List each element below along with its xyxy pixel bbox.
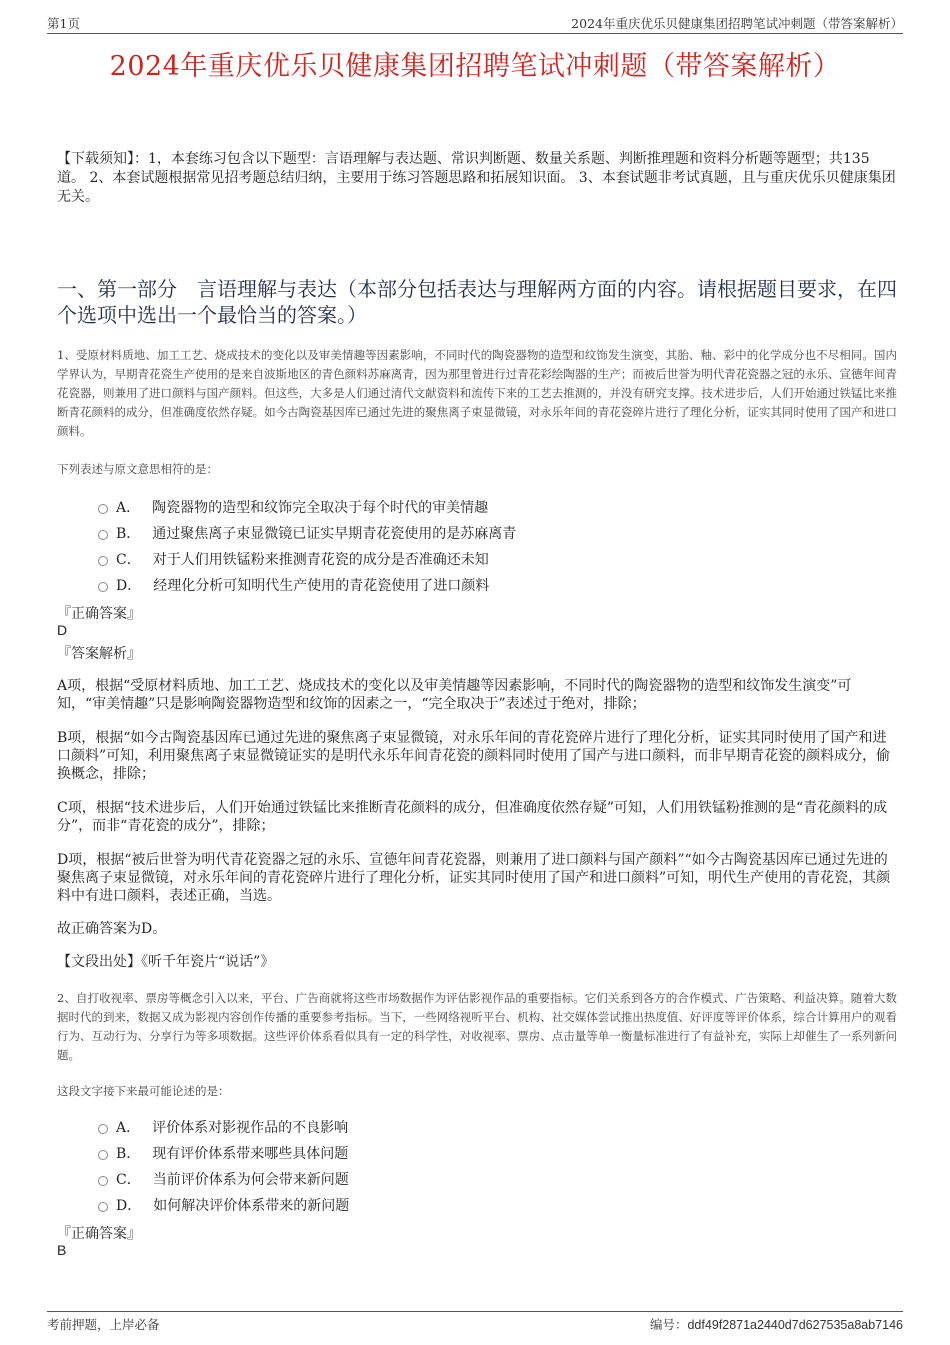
section-title: 一、第一部分 言语理解与表达（本部分包括表达与理解两方面的内容。请根据题目要求，在四个选项中选出一个最恰当的答案。）: [57, 277, 897, 327]
question-1-stem: 1、受原材料质地、加工工艺、烧成技术的变化以及审美情趣等因素影响，不同时代的陶瓷器物的造型和纹饰发生演变，其胎、釉、彩中的化学成分也不尽相同。国内学界认为，早期青花瓷生产使用的是来自波斯地区的青色颜料苏麻离青，因为那里曾进行过青花彩绘陶器的生产；而被后世誉为明代青花瓷器之冠的永乐、宣德年间青花瓷器，则兼用了进口颜料与国产颜料。但这些，大多是人们通过清代文献资料和流传下来的工艺去推测的，并没有研究支撑。技术进步后，人们开始通过铁锰比来推断青花颜料的成分，但准确度依然存疑。如今古陶瓷基因库已通过先进的聚焦离子束显微镜，对永乐年间的青花瓷碎片进行了理化分析，证实其同时使用了国产和进口颜料。: [57, 348, 897, 438]
question-1-option-a[interactable]: A． 陶瓷器物的造型和纹饰完全取决于每个时代的审美情趣: [98, 497, 488, 517]
question-2-option-b[interactable]: B． 现有评价体系带来哪些具体问题: [98, 1143, 348, 1163]
question-1-source: 【文段出处】《听千年瓷片“说话”》: [57, 954, 275, 970]
question-2-answer: B: [57, 1242, 67, 1258]
question-1-option-d[interactable]: D． 经理化分析可知明代生产使用的青花瓷使用了进口颜料: [98, 575, 489, 595]
question-1-analysis-c: C项，根据“技术进步后，人们开始通过铁锰比来推断青花颜料的成分，但准确度依然存疑”可知，人们用铁锰粉推测的是“青花颜料的成分”，而非“青花瓷的成分”，排除；: [57, 800, 888, 834]
download-notice: 【下载须知】：1，本套练习包含以下题型：言语理解与表达题、常识判断题、数量关系题、判断推理题和资料分析题等题型；共135道。 2、本套试题根据常见招考题总结归纳，主要用于练习答题思路和拓展知识面。 3、本套试题非考试真题，且与重庆优乐贝健康集团无关。: [57, 151, 896, 205]
question-1-analysis-a: A项，根据“受原材料质地、加工工艺、烧成技术的变化以及审美情趣等因素影响，不同时代的陶瓷器物的造型和纹饰发生演变”可知，“审美情趣”只是影响陶瓷器物造型和纹饰的因素之一，“完全取决于”表述过于绝对，排除；: [57, 678, 852, 712]
radio-icon[interactable]: [98, 530, 108, 540]
radio-icon[interactable]: [98, 1176, 108, 1186]
radio-icon[interactable]: [98, 1124, 108, 1134]
footer-code: 编号：ddf49f2871a2440d7d627535a8ab7146: [649, 1317, 903, 1332]
radio-icon[interactable]: [98, 1202, 108, 1212]
page-footer: [47, 1315, 903, 1333]
question-1-answer: D: [57, 622, 68, 638]
footer-divider: [47, 1311, 903, 1312]
header-divider: [47, 33, 903, 34]
page-header: [47, 14, 903, 32]
question-2-stem: 2、自打收视率、票房等概念引入以来，平台、广告商就将这些市场数据作为评估影视作品的重要指标。它们关系到各方的合作模式、广告策略、利益决算。随着大数据时代的到来，数据又成为影视内容创作传播的重要参考指标。当下，一些网络视听平台、机构、社交媒体尝试推出热度值、好评度等评价体系，综合计算用户的观看行为、互动行为、分享行为等多项数据。这些评价体系看似具有一定的科学性，对收视率、票房、点击量等单一衡量标准进行了有益补充，实际上却催生了一系列新问题。: [57, 991, 897, 1062]
page-number: 第1页: [47, 16, 80, 31]
radio-icon[interactable]: [98, 582, 108, 592]
question-2-lead: 这段文字接下来最可能论述的是：: [57, 1084, 230, 1098]
question-1-analysis-d: D项，根据“被后世誉为明代青花瓷器之冠的永乐、宣德年间青花瓷器，则兼用了进口颜料与国产颜料”“如今古陶瓷基因库已通过先进的聚焦离子束显微镜，对永乐年间的青花瓷碎片进行了理化分析，证实其同时使用了国产和进口颜料”可知，明代生产使用的青花瓷，其颜料中有进口颜料，表述正确，当选。: [57, 852, 891, 904]
question-2-option-c[interactable]: C． 当前评价体系为何会带来新问题: [98, 1169, 349, 1189]
question-1-lead: 下列表述与原文意思相符的是：: [57, 462, 218, 476]
question-2-answer-label: 『正确答案』: [57, 1226, 141, 1242]
footer-slogan: 考前押题，上岸必备: [47, 1317, 160, 1332]
question-2-option-a[interactable]: A． 评价体系对影视作品的不良影响: [98, 1117, 348, 1137]
document-title: 2024年重庆优乐贝健康集团招聘笔试冲刺题（带答案解析）: [109, 51, 841, 82]
question-1-analysis-label: 『答案解析』: [57, 646, 141, 662]
radio-icon[interactable]: [98, 1150, 108, 1160]
question-1-analysis-b: B项，根据“如今古陶瓷基因库已通过先进的聚焦离子束显微镜，对永乐年间的青花瓷碎片进行了理化分析，证实其同时使用了国产和进口颜料”可知，利用聚焦离子束显微镜证实的是明代永乐年间青花瓷的颜料同时使用了国产与进口颜料，而非早期青花瓷的颜料成分，偷换概念，排除；: [57, 730, 891, 782]
question-2-option-d[interactable]: D． 如何解决评价体系带来的新问题: [98, 1195, 349, 1215]
question-1-option-b[interactable]: B． 通过聚焦离子束显微镜已证实早期青花瓷使用的是苏麻离青: [98, 523, 516, 543]
question-1-answer-label: 『正确答案』: [57, 606, 141, 622]
radio-icon[interactable]: [98, 504, 108, 514]
header-doc-title: 2024年重庆优乐贝健康集团招聘笔试冲刺题（带答案解析）: [571, 16, 903, 31]
radio-icon[interactable]: [98, 556, 108, 566]
question-1-conclusion: 故正确答案为D。: [57, 921, 167, 937]
question-1-option-c[interactable]: C． 对于人们用铁锰粉来推测青花瓷的成分是否准确还未知: [98, 549, 489, 569]
